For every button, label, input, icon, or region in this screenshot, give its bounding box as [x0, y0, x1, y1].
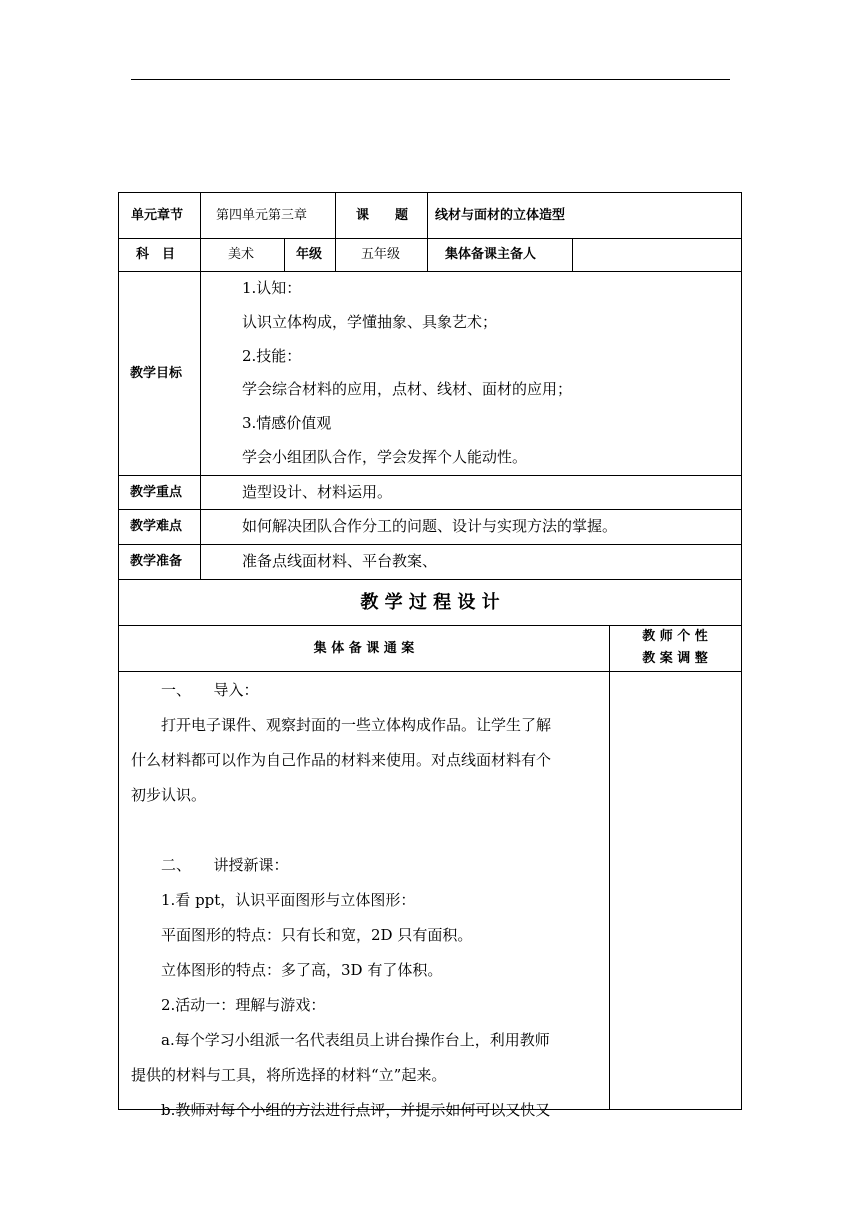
content-line: 平面图形的特点：只有长和宽，2D 只有面积。 — [131, 926, 473, 944]
goal-line: 2.技能： — [242, 347, 302, 365]
grade-value: 五年级 — [361, 247, 401, 262]
subject-value: 美术 — [228, 247, 255, 262]
subject-label: 科 目 — [136, 247, 176, 262]
shared-plan-header: 集 体 备 课 通 案 — [313, 641, 415, 656]
lesson-plan-table — [118, 192, 742, 1119]
goal-line: 学会综合材料的应用，点材、线材、面材的应用； — [242, 380, 573, 398]
unit-value: 第四单元第三章 — [216, 208, 308, 223]
content-line: 提供的材料与工具，将所选择的材料“立”起来。 — [131, 1066, 447, 1084]
topic-label: 课 题 — [356, 208, 409, 223]
goal-line: 1.认知： — [242, 279, 302, 297]
difficulties-label: 教学难点 — [130, 519, 183, 534]
content-line: 什么材料都可以作为自己作品的材料来使用。对点线面材料有个 — [131, 751, 552, 769]
grade-label: 年级 — [296, 247, 323, 262]
personal-adjust-header-line1: 教 师 个 性 — [642, 629, 708, 644]
goal-line: 学会小组团队合作，学会发挥个人能动性。 — [242, 448, 528, 466]
topic-value: 线材与面材的立体造型 — [435, 208, 566, 223]
goal-line: 3.情感价值观 — [242, 414, 332, 432]
content-line: 打开电子课件、观察封面的一些立体构成作品。让学生了解 — [131, 716, 552, 734]
content-line: a.每个学习小组派一名代表组员上讲台操作台上，利用教师 — [131, 1031, 550, 1049]
content-line: 1.看 ppt，认识平面图形与立体图形： — [131, 891, 416, 909]
key-points-value: 造型设计、材料运用。 — [242, 483, 393, 501]
top-rule — [131, 79, 730, 80]
preparation-label: 教学准备 — [130, 554, 183, 569]
unit-label: 单元章节 — [131, 208, 184, 223]
content-line: b.教师对每个小组的方法进行点评，并提示如何可以又快又 — [131, 1101, 551, 1119]
content-line: 立体图形的特点：多了高，3D 有了体积。 — [131, 961, 443, 979]
key-points-label: 教学重点 — [130, 485, 183, 500]
prep-label: 集体备课主备人 — [445, 247, 537, 262]
content-line — [131, 813, 605, 848]
content-line: 二、 讲授新课： — [131, 856, 289, 874]
process-title: 教 学 过 程 设 计 — [360, 592, 500, 613]
process-content — [131, 673, 605, 1128]
personal-adjust-header-line2: 教 案 调 整 — [642, 651, 708, 666]
preparation-value: 准备点线面材料、平台教案、 — [242, 552, 438, 570]
goal-line: 认识立体构成，学懂抽象、具象艺术； — [242, 313, 498, 331]
difficulties-value: 如何解决团队合作分工的问题、设计与实现方法的掌握。 — [242, 517, 618, 535]
goals-label: 教学目标 — [130, 366, 183, 381]
content-line: 2.活动一：理解与游戏： — [131, 996, 326, 1014]
content-line: 初步认识。 — [131, 786, 207, 804]
content-line: 一、 导入： — [131, 681, 259, 699]
